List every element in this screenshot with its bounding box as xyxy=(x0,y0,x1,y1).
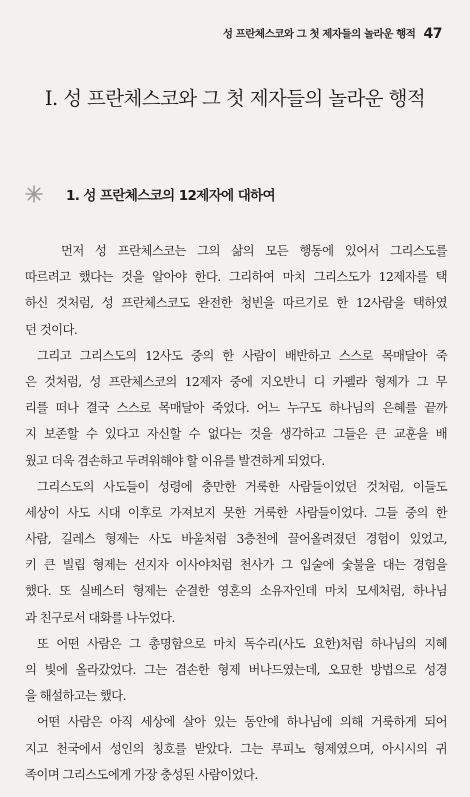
text-line: 의 빛에 올라갔었다. 그는 겸손한 형제 버나드였는데, 오묘한 방법으로 성경 xyxy=(25,662,447,677)
body-text xyxy=(25,238,447,788)
running-header xyxy=(223,26,442,42)
text-line: 은 것처럼, 성 프란체스코의 12제자 중에 지오반니 디 카펠라 형제가 그 무 xyxy=(25,373,447,389)
chapter-title: I. 성 프란체스코와 그 첫 제자들의 놀라운 행적 xyxy=(44,87,426,110)
text-line: 그리고 그리스도의 12사도 중의 한 사람이 배반하고 스스로 목매달아 죽 xyxy=(37,347,447,363)
page-number: 47 xyxy=(423,26,442,42)
text-line: 먼저 성 프란체스코는 그의 삶의 모든 행동에 있어서 그리스도를 xyxy=(61,243,447,258)
text-line: 또 어떤 사람은 그 총명함으로 마치 독수리(사도 요한)처럼 하나님의 지혜 xyxy=(37,635,447,651)
text-line: 세상이 사도 시대 이후로 가져보지 못한 거룩한 사람들이었다. 그들 중의 한 xyxy=(25,504,447,520)
paragraph xyxy=(25,343,447,474)
text-line: 그리스도의 사도들이 성령에 충만한 거룩한 사람들이었던 것처럼, 이들도 xyxy=(37,478,447,494)
text-line: 따르려고 했다는 것을 알아야 한다. 그리하여 마치 그리스도가 12제자를 택 xyxy=(25,269,447,285)
text-line: 과 친구로서 대화를 나누었다. xyxy=(25,609,175,625)
text-line: 했다. 또 실베스터 형제는 순결한 영혼의 소유자인데 마치 모세처럼, 하나님 xyxy=(25,583,447,599)
section-heading xyxy=(24,184,275,204)
text-line: 족이며 그리스도에게 가장 충성된 사람이었다. xyxy=(25,766,258,782)
paragraph xyxy=(25,631,447,710)
text-line: 키 큰 빌립 형제는 선지자 이사야처럼 천사가 그 입술에 숯불을 대는 경험을 xyxy=(25,557,447,573)
text-line: 웠고 더욱 겸손하고 두려워해야 할 이유를 발견하게 되었다. xyxy=(25,452,325,468)
asterisk-star-icon xyxy=(24,184,44,204)
running-header-title: 성 프란체스코와 그 첫 제자들의 놀라운 행적 xyxy=(222,28,416,40)
text-line: 지고 천국에서 성인의 칭호를 받았다. 그는 루피노 형제였으며, 아시시의 귀 xyxy=(25,740,447,756)
text-line: 하신 것처럼, 성 프란체스코도 완전한 청빈을 따르기로 한 12사람을 택하였 xyxy=(25,295,447,311)
paragraph xyxy=(25,238,447,343)
text-line: 사람, 길레스 형제는 사도 바울처럼 3층천에 끌어올려졌던 경험이 있었고, xyxy=(25,531,447,547)
text-line: 리를 떠나 결국 스스로 목매달아 죽었다. 어느 누구도 하나님의 은혜를 끝까 xyxy=(25,400,447,416)
paragraph xyxy=(25,474,447,631)
text-line: 어떤 사람은 아직 세상에 살아 있는 동안에 하나님에 의해 거룩하게 되어 xyxy=(37,714,447,730)
text-line: 지 보존할 수 있다고 자신할 수 없다는 것을 생각하고 그들은 큰 교훈을 배 xyxy=(25,426,447,442)
paragraph xyxy=(25,709,447,788)
section-title: 1. 성 프란체스코의 12제자에 대하여 xyxy=(66,188,276,204)
text-line: 을 해설하고는 했다. xyxy=(25,688,126,704)
text-line: 던 것이다. xyxy=(25,321,78,337)
